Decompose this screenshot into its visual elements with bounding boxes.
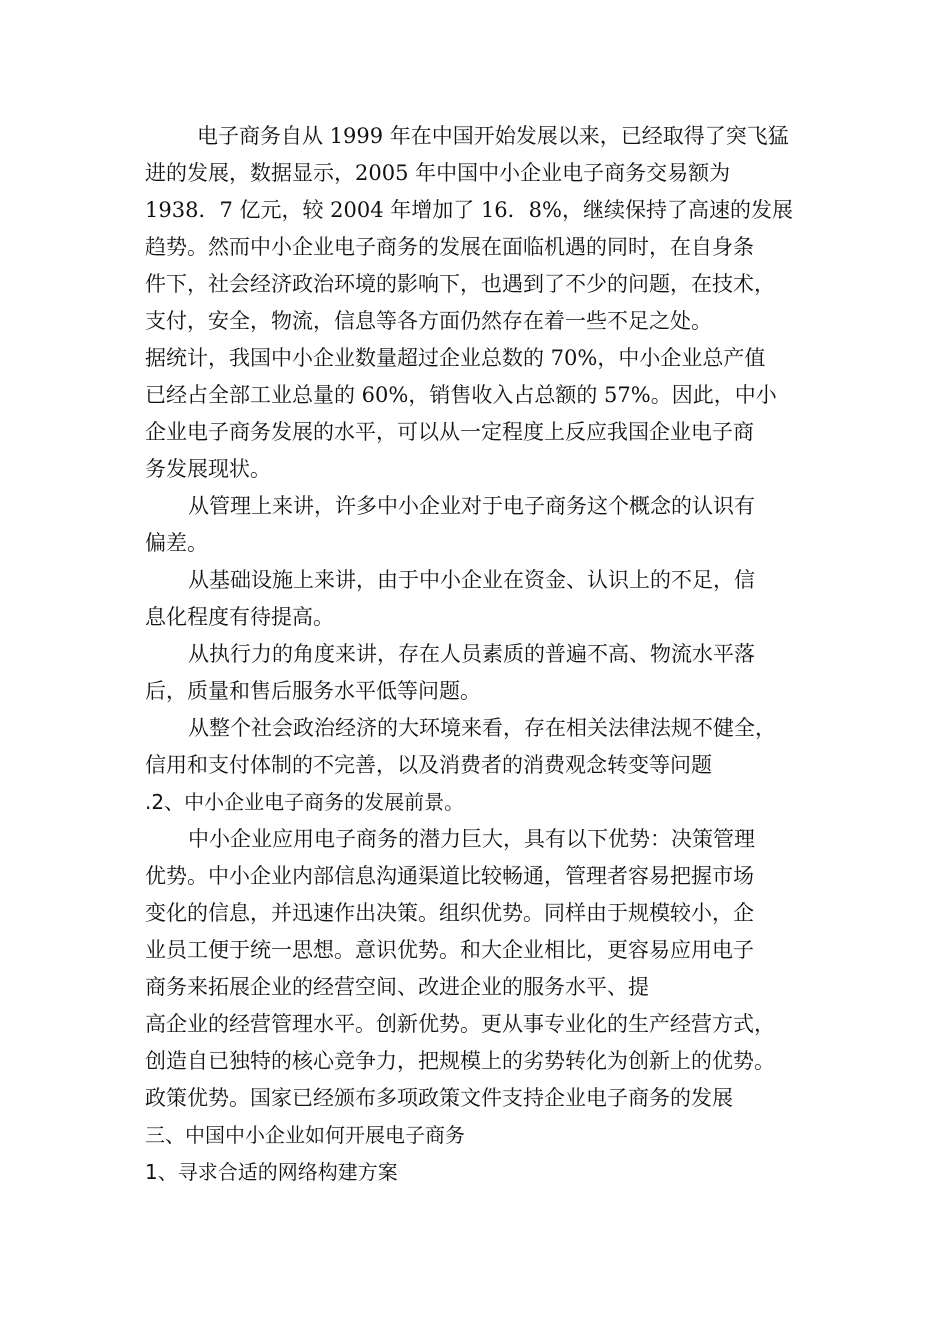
paragraph-line: 变化的信息，并迅速作出决策。组织优势。同样由于规模较小，企: [145, 901, 754, 925]
paragraph-line: 企业电子商务发展的水平，可以从一定程度上反应我国企业电子商: [145, 420, 754, 444]
paragraph-line: 优势。中小企业内部信息沟通渠道比较畅通，管理者容易把握市场: [145, 864, 754, 888]
paragraph-line: 务发展现状。: [145, 457, 271, 481]
paragraph-line: 政策优势。国家已经颁布多项政策文件支持企业电子商务的发展: [145, 1086, 733, 1110]
paragraph-line: 从执行力的角度来讲，存在人员素质的普遍不高、物流水平落: [188, 642, 755, 666]
paragraph-line: 已经占全部工业总量的 60%，销售收入占总额的 57%。因此，中小: [145, 383, 777, 407]
paragraph-line: 中小企业应用电子商务的潜力巨大，具有以下优势：决策管理: [188, 827, 755, 851]
document-body: [145, 118, 813, 1191]
paragraph-line: 件下，社会经济政治环境的影响下，也遇到了不少的问题，在技术，: [145, 272, 775, 296]
section-heading: .2、中小企业电子商务的发展前景。: [145, 790, 465, 814]
paragraph-line: 趋势。然而中小企业电子商务的发展在面临机遇的同时，在自身条: [145, 235, 754, 259]
paragraph-line: 业员工便于统一思想。意识优势。和大企业相比，更容易应用电子: [145, 938, 754, 962]
paragraph-line: 息化程度有待提高。: [145, 605, 334, 629]
paragraph-line: 偏差。: [145, 531, 208, 555]
paragraph-line: 高企业的经营管理水平。创新优势。更从事专业化的生产经营方式，: [145, 1012, 775, 1036]
section-heading: 三、中国中小企业如何开展电子商务: [145, 1123, 465, 1147]
paragraph-line: 从整个社会政治经济的大环境来看，存在相关法律法规不健全，: [188, 716, 776, 740]
paragraph-line: 1938．7 亿元，较 2004 年增加了 16．8%，继续保持了高速的发展: [145, 198, 793, 222]
paragraph-line: 从基础设施上来讲，由于中小企业在资金、认识上的不足，信: [188, 568, 755, 592]
paragraph-line: 据统计，我国中小企业数量超过企业总数的 70%，中小企业总产值: [145, 346, 766, 370]
paragraph-line: 进的发展，数据显示，2005 年中国中小企业电子商务交易额为: [145, 161, 731, 185]
paragraph-line: 信用和支付体制的不完善，以及消费者的消费观念转变等问题: [145, 753, 712, 777]
paragraph-line: 从管理上来讲，许多中小企业对于电子商务这个概念的认识有: [188, 494, 755, 518]
paragraph-line: 电子商务自从 1999 年在中国开始发展以来，已经取得了突飞猛: [197, 124, 789, 148]
paragraph-line: 商务来拓展企业的经营空间、改进企业的服务水平、提: [145, 975, 649, 999]
section-heading: 1、寻求合适的网络构建方案: [145, 1160, 398, 1184]
paragraph-line: 支付，安全，物流，信息等各方面仍然存在着一些不足之处。: [145, 309, 712, 333]
paragraph-line: 创造自已独特的核心竞争力，把规模上的劣势转化为创新上的优势。: [145, 1049, 775, 1073]
paragraph-line: 后，质量和售后服务水平低等问题。: [145, 679, 481, 703]
